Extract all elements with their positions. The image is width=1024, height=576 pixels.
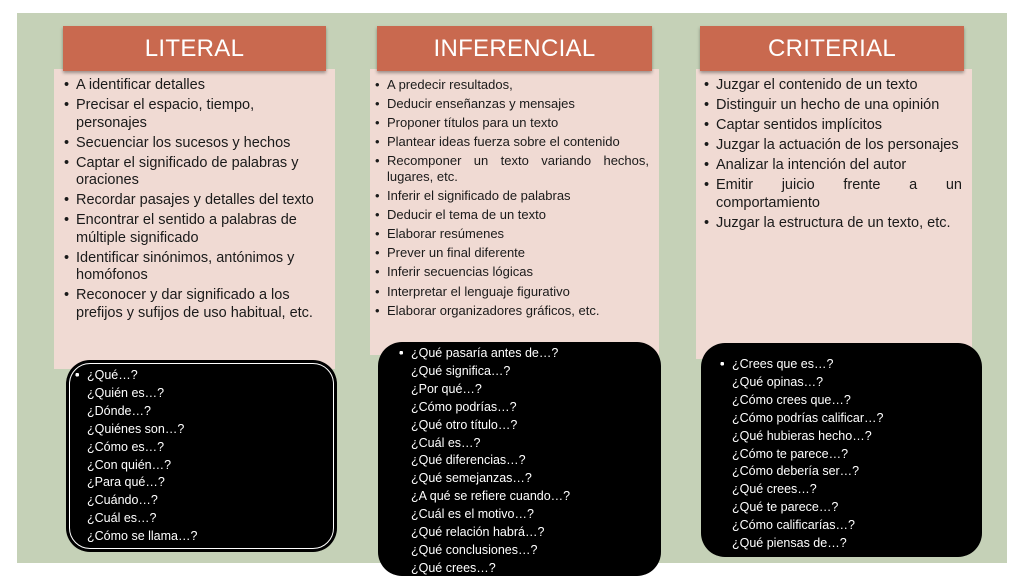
question-item: • ¿Qué te parece…? <box>732 499 962 517</box>
question-item: • ¿Qué otro título…? <box>411 417 641 435</box>
list-item: • Interpretar el lenguaje figurativo <box>387 284 649 300</box>
question-item: • ¿Qué hubieras hecho…? <box>732 428 962 446</box>
question-item: • ¿Cómo se llama…? <box>87 528 317 546</box>
list-item: • Plantear ideas fuerza sobre el contenido <box>387 134 649 150</box>
question-item: • ¿Qué opinas…? <box>732 374 962 392</box>
criterial-title: CRITERIAL <box>767 34 897 62</box>
question-item: • ¿Qué diferencias…? <box>411 452 641 470</box>
list-item: • Deducir el tema de un texto <box>387 207 649 223</box>
inferencial-title: INFERENCIAL <box>433 34 596 62</box>
list-item: • Precisar el espacio, tiempo, personajes <box>76 97 318 132</box>
question-item: • ¿Cómo debería ser…? <box>732 463 962 481</box>
list-item: • Reconocer y dar significado a los prefijos y sufijos de uso habitual, etc. <box>76 287 318 322</box>
question-item: • ¿Quiénes son…? <box>87 421 317 439</box>
list-item: • Juzgar el contenido de un texto <box>716 77 962 94</box>
list-item: • Captar sentidos implícitos <box>716 117 962 134</box>
question-item: • ¿Cómo es…? <box>87 439 317 457</box>
question-item: • ¿Cómo te parece…? <box>732 446 962 464</box>
criterial-questions-list <box>732 356 962 553</box>
question-item: • ¿Para qué…? <box>87 474 317 492</box>
list-item: • A identificar detalles <box>76 77 318 94</box>
question-item: • ¿Qué piensas de…? <box>732 535 962 553</box>
list-item: • Juzgar la estructura de un texto, etc. <box>716 215 962 232</box>
list-item: • Secuenciar los sucesos y hechos <box>76 135 318 152</box>
inferencial-skills-list <box>387 77 649 322</box>
literal-skills-list <box>76 77 318 325</box>
inferencial-header <box>377 26 652 71</box>
question-item: • ¿Cuál es…? <box>411 435 641 453</box>
list-item: • Inferir secuencias lógicas <box>387 264 649 280</box>
question-item: • ¿Qué conclusiones…? <box>411 542 641 560</box>
literal-header <box>63 26 326 71</box>
question-item: • ¿Qué pasaría antes de…? <box>411 345 641 363</box>
question-item: • ¿Dónde…? <box>87 403 317 421</box>
question-item: • ¿Cuándo…? <box>87 492 317 510</box>
question-item: • ¿Qué…? <box>87 367 317 385</box>
question-item: • ¿Con quién…? <box>87 457 317 475</box>
list-item: • Inferir el significado de palabras <box>387 188 649 204</box>
list-item: • Emitir juicio frente a un comportamiento <box>716 177 962 212</box>
question-item: • ¿Cómo podrías…? <box>411 399 641 417</box>
criterial-header <box>700 26 964 71</box>
literal-title: LITERAL <box>144 34 245 62</box>
list-item: • Identificar sinónimos, antónimos y homófonos <box>76 250 318 285</box>
question-item: • ¿Qué crees…? <box>411 560 641 576</box>
list-item: • Recomponer un texto variando hechos, lugares, etc. <box>387 153 649 184</box>
question-item: • ¿Qué significa…? <box>411 363 641 381</box>
criterial-skills-list <box>716 77 962 235</box>
question-item: • ¿Cuál es el motivo…? <box>411 506 641 524</box>
question-item: • ¿Qué crees…? <box>732 481 962 499</box>
list-item: • Juzgar la actuación de los personajes <box>716 137 962 154</box>
question-item: • ¿Crees que es…? <box>732 356 962 374</box>
question-item: • ¿Qué semejanzas…? <box>411 470 641 488</box>
list-item: • Deducir enseñanzas y mensajes <box>387 96 649 112</box>
list-item: • Captar el significado de palabras y oraciones <box>76 155 318 190</box>
question-item: • ¿Por qué…? <box>411 381 641 399</box>
list-item: • A predecir resultados, <box>387 77 649 93</box>
list-item: • Proponer títulos para un texto <box>387 115 649 131</box>
list-item: • Recordar pasajes y detalles del texto <box>76 192 318 209</box>
list-item: • Elaborar organizadores gráficos, etc. <box>387 303 649 319</box>
question-item: • ¿Cómo crees que…? <box>732 392 962 410</box>
inferencial-questions-list <box>411 345 641 576</box>
question-item: • ¿A qué se refiere cuando…? <box>411 488 641 506</box>
list-item: • Encontrar el sentido a palabras de múltiple significado <box>76 212 318 247</box>
question-item: • ¿Cuál es…? <box>87 510 317 528</box>
literal-questions-list <box>87 367 317 546</box>
question-item: • ¿Qué relación habrá…? <box>411 524 641 542</box>
list-item: • Elaborar resúmenes <box>387 226 649 242</box>
list-item: • Prever un final diferente <box>387 245 649 261</box>
list-item: • Distinguir un hecho de una opinión <box>716 97 962 114</box>
question-item: • ¿Quién es…? <box>87 385 317 403</box>
list-item: • Analizar la intención del autor <box>716 157 962 174</box>
question-item: • ¿Cómo podrías calificar…? <box>732 410 962 428</box>
question-item: • ¿Cómo calificarías…? <box>732 517 962 535</box>
